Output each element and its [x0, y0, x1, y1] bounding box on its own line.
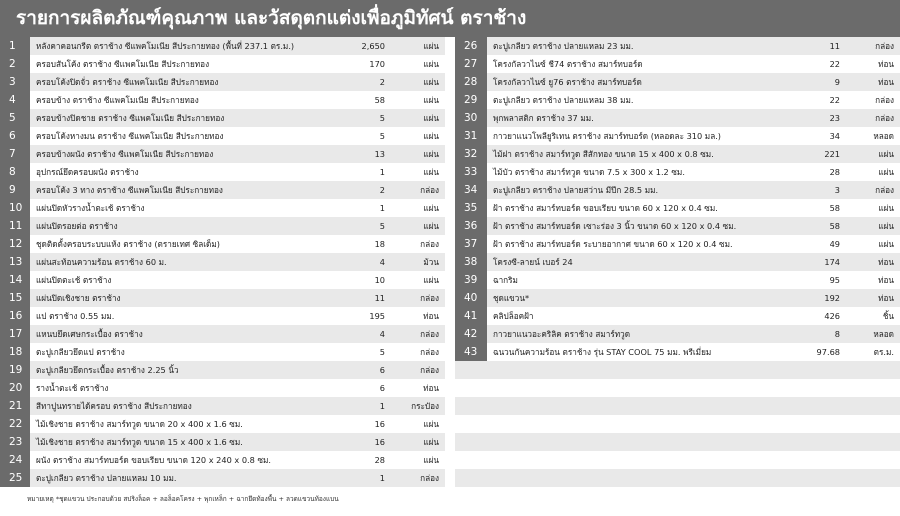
- item-name: โครงกัลวาไนซ์ ยู76 ตราช้าง สมาร์ทบอร์ด: [493, 76, 642, 87]
- item-quantity: 16: [374, 419, 385, 429]
- table-row: [0, 433, 445, 451]
- item-name: ตะปูเกลียว ตราช้าง ปลายสว่าน มีปีก 28.5 มม.: [493, 184, 659, 195]
- left-column-table: [0, 37, 445, 487]
- item-quantity: 5: [379, 347, 385, 357]
- item-quantity: 4: [379, 329, 385, 339]
- item-name: แผ่นสะท้อนความร้อน ตราช้าง 60 ม.: [36, 256, 167, 267]
- empty-row: [455, 415, 900, 433]
- item-name: ครอบโค้งหางมน ตราช้าง ซีแพคโมเนีย สีประกายทอง: [36, 130, 224, 141]
- item-number: 14: [0, 271, 30, 289]
- item-number: 28: [455, 73, 487, 91]
- table-row: [455, 289, 900, 307]
- item-quantity: 28: [374, 455, 385, 465]
- table-row: [0, 127, 445, 145]
- item-name: ฉากริม: [493, 274, 518, 285]
- item-number: 31: [455, 127, 487, 145]
- table-row: [455, 73, 900, 91]
- item-unit: ท่อน: [878, 256, 894, 267]
- table-row: [0, 397, 445, 415]
- item-name: แผ่นปิดรอยต่อ ตราช้าง: [36, 220, 118, 231]
- item-number: 12: [0, 235, 30, 253]
- item-number: 6: [0, 127, 30, 145]
- item-quantity: 6: [379, 383, 385, 393]
- item-name: ไม้ฝา ตราช้าง สมาร์ทวูด สีสักทอง ขนาด 15 x 400 x 0.8 ซม.: [493, 148, 714, 159]
- item-name: สีทาปูนทรายได้ครอบ ตราช้าง สีประกายทอง: [36, 400, 192, 411]
- item-number: 13: [0, 253, 30, 271]
- item-number: 9: [0, 181, 30, 199]
- item-quantity: 1: [379, 167, 385, 177]
- item-unit: กล่อง: [875, 40, 894, 51]
- item-quantity: 11: [374, 293, 385, 303]
- table-row: [0, 199, 445, 217]
- page-title: รายการผลิตภัณฑ์คุณภาพ และวัสดุตกแต่งเพื่อภูมิทัศน์ ตราช้าง: [16, 7, 527, 29]
- item-quantity: 23: [829, 113, 840, 123]
- item-name: หลังคาคอนกรีต ตราช้าง ซีแพคโมเนีย สีประกายทอง (พื้นที่ 237.1 ตร.ม.): [36, 40, 295, 51]
- item-name: ครอบข้าง ตราช้าง ซีแพคโมเนีย สีประกายทอง: [36, 94, 199, 105]
- table-row: [0, 469, 445, 487]
- item-number: 5: [0, 109, 30, 127]
- item-number: 40: [455, 289, 487, 307]
- item-name: ไม้เชิงชาย ตราช้าง สมาร์ทวูด ขนาด 20 x 400 x 1.6 ซม.: [36, 418, 243, 429]
- item-quantity: 1: [379, 473, 385, 483]
- item-number: 38: [455, 253, 487, 271]
- table-row: [455, 253, 900, 271]
- item-number: 1: [0, 37, 30, 55]
- item-quantity: 5: [379, 113, 385, 123]
- item-number: 36: [455, 217, 487, 235]
- item-unit: แผ่น: [423, 112, 439, 123]
- item-quantity: 192: [824, 293, 840, 303]
- item-quantity: 95: [829, 275, 840, 285]
- item-name: ครอบข้างปิดชาย ตราช้าง ซีแพคโมเนีย สีประกายทอง: [36, 112, 225, 123]
- item-number: 7: [0, 145, 30, 163]
- item-unit: ม้วน: [423, 256, 439, 267]
- table-row: [455, 91, 900, 109]
- table-row: [455, 271, 900, 289]
- item-unit: กล่อง: [875, 112, 894, 123]
- item-number: 20: [0, 379, 30, 397]
- table-row: [0, 451, 445, 469]
- item-unit: กระป๋อง: [411, 400, 439, 411]
- item-quantity: 10: [374, 275, 385, 285]
- item-name: แผ่นปิดเชิงชาย ตราช้าง: [36, 292, 121, 303]
- item-number: 25: [0, 469, 30, 487]
- table-row: [455, 199, 900, 217]
- item-name: ตะปูเกลียว ตราช้าง ปลายแหลม 10 มม.: [36, 472, 177, 483]
- table-row: [455, 127, 900, 145]
- item-number: 41: [455, 307, 487, 325]
- table-row: [0, 415, 445, 433]
- item-name: ครอบโค้งปิดจั่ว ตราช้าง ซีแพคโมเนีย สีประกายทอง: [36, 76, 219, 87]
- item-quantity: 16: [374, 437, 385, 447]
- item-name: ฝ้า ตราช้าง สมาร์ทบอร์ด ระบายอากาศ ขนาด 60 x 120 x 0.4 ซม.: [493, 238, 733, 249]
- item-unit: กล่อง: [420, 472, 439, 483]
- title-bar: [0, 0, 900, 37]
- item-unit: แผ่น: [423, 94, 439, 105]
- item-quantity: 5: [379, 131, 385, 141]
- item-quantity: 2: [379, 77, 385, 87]
- table-row: [0, 73, 445, 91]
- item-name: ฝ้า ตราช้าง สมาร์ทบอร์ด เซาะร่อง 3 นิ้ว ขนาด 60 x 120 x 0.4 ซม.: [493, 220, 737, 231]
- item-number: 33: [455, 163, 487, 181]
- item-quantity: 170: [369, 59, 385, 69]
- item-quantity: 9: [834, 77, 840, 87]
- item-name: กาวยาแนวอะคริลิค ตราช้าง สมาร์ทวูด: [493, 328, 631, 339]
- item-name: ไม้บัว ตราช้าง สมาร์ทวูด ขนาด 7.5 x 300 x 1.2 ซม.: [493, 166, 685, 177]
- table-row: [455, 163, 900, 181]
- item-unit: ตร.ม.: [873, 346, 894, 357]
- table-row: [0, 307, 445, 325]
- item-quantity: 97.68: [816, 347, 840, 357]
- item-unit: ท่อน: [878, 58, 894, 69]
- item-quantity: 18: [374, 239, 385, 249]
- item-name: ตะปูเกลียว ตราช้าง ปลายแหลม 38 มม.: [493, 94, 634, 105]
- right-column-table: [455, 37, 900, 487]
- item-number: 24: [0, 451, 30, 469]
- table-row: [455, 37, 900, 55]
- item-unit: แผ่น: [423, 148, 439, 159]
- item-quantity: 34: [829, 131, 840, 141]
- item-quantity: 28: [829, 167, 840, 177]
- item-number: 29: [455, 91, 487, 109]
- item-name: ครอบโค้ง 3 ทาง ตราช้าง ซีแพคโมเนีย สีประกายทอง: [36, 184, 223, 195]
- item-quantity: 3: [834, 185, 840, 195]
- item-number: 42: [455, 325, 487, 343]
- item-quantity: 58: [829, 203, 840, 213]
- item-name: แป ตราช้าง 0.55 มม.: [36, 310, 115, 321]
- item-name: ไม้เชิงชาย ตราช้าง สมาร์ทวูด ขนาด 15 x 400 x 1.6 ซม.: [36, 436, 243, 447]
- item-number: 23: [0, 433, 30, 451]
- item-number: 30: [455, 109, 487, 127]
- item-quantity: 22: [829, 95, 840, 105]
- item-unit: แผ่น: [423, 58, 439, 69]
- empty-row: [455, 397, 900, 415]
- item-number: 8: [0, 163, 30, 181]
- table-row: [0, 379, 445, 397]
- table-row: [0, 235, 445, 253]
- item-quantity: 426: [824, 311, 840, 321]
- item-quantity: 1: [379, 203, 385, 213]
- empty-row: [455, 379, 900, 397]
- item-number: 34: [455, 181, 487, 199]
- item-unit: กล่อง: [420, 346, 439, 357]
- item-number: 39: [455, 271, 487, 289]
- item-unit: หลอด: [873, 328, 894, 339]
- item-quantity: 174: [824, 257, 840, 267]
- table-row: [0, 361, 445, 379]
- item-number: 21: [0, 397, 30, 415]
- table-row: [455, 181, 900, 199]
- item-unit: แผ่น: [423, 40, 439, 51]
- footnote: หมายเหตุ *ชุดแขวน ประกอบด้วย สปริงล็อค + ลอล็อคโครง + พุกเหล็ก + ฉากยึดท้องพื้น + ลวดแขวนท้องแบน: [27, 495, 339, 503]
- item-name: ผนัง ตราช้าง สมาร์ทบอร์ด ขอบเรียบ ขนาด 120 x 240 x 0.8 ซม.: [36, 454, 272, 465]
- item-number: 3: [0, 73, 30, 91]
- item-unit: แผ่น: [878, 202, 894, 213]
- item-name: ชุดติดตั้งครอบระบบแห้ง ตราช้าง (ตรายเทศ ซิลเด็ม): [36, 238, 220, 249]
- item-quantity: 11: [829, 41, 840, 51]
- item-number: 10: [0, 199, 30, 217]
- item-name: ฉนวนกันความร้อน ตราช้าง รุ่น STAY COOL 75 มม. พรีเมี่ยม: [493, 346, 712, 357]
- empty-row: [455, 361, 900, 379]
- item-quantity: 2: [379, 185, 385, 195]
- item-unit: กล่อง: [420, 238, 439, 249]
- table-row: [455, 217, 900, 235]
- table-row: [0, 271, 445, 289]
- table-row: [455, 325, 900, 343]
- empty-row: [455, 433, 900, 451]
- item-name: แผ่นปิดตะเช้ ตราช้าง: [36, 274, 112, 285]
- item-quantity: 5: [379, 221, 385, 231]
- item-name: กาวยาแนวโพลียูริเทน ตราช้าง สมาร์ทบอร์ด (หลอดละ 310 มล.): [493, 130, 722, 141]
- item-name: อุปกรณ์ยึดครอบผนัง ตราช้าง: [36, 166, 139, 177]
- empty-row: [455, 451, 900, 469]
- item-number: 37: [455, 235, 487, 253]
- table-row: [455, 307, 900, 325]
- table-row: [0, 343, 445, 361]
- item-unit: กล่อง: [875, 94, 894, 105]
- item-unit: กล่อง: [420, 328, 439, 339]
- table-row: [455, 145, 900, 163]
- item-number: 17: [0, 325, 30, 343]
- item-quantity: 6: [379, 365, 385, 375]
- item-unit: ท่อน: [423, 382, 439, 393]
- table-row: [0, 55, 445, 73]
- item-unit: แผ่น: [423, 76, 439, 87]
- item-name: ครอบสันโค้ง ตราช้าง ซีแพคโมเนีย สีประกายทอง: [36, 58, 210, 69]
- item-number: 4: [0, 91, 30, 109]
- item-name: โครงกัลวาไนซ์ ชี74 ตราช้าง สมาร์ทบอร์ด: [493, 58, 643, 69]
- table-row: [0, 217, 445, 235]
- item-unit: แผ่น: [878, 220, 894, 231]
- empty-row: [455, 469, 900, 487]
- table-row: [455, 235, 900, 253]
- table-row: [0, 91, 445, 109]
- item-unit: หลอด: [873, 130, 894, 141]
- item-name: แผ่นปิดหัวรางน้ำตะเช้ ตราช้าง: [36, 202, 145, 213]
- item-number: 35: [455, 199, 487, 217]
- item-quantity: 49: [829, 239, 840, 249]
- item-unit: แผ่น: [423, 418, 439, 429]
- item-unit: ชิ้น: [882, 310, 894, 321]
- item-quantity: 1: [379, 401, 385, 411]
- item-name: ตะปูเกลียวยึดกระเบื้อง ตราช้าง 2.25 นิ้ว: [36, 364, 179, 375]
- item-unit: แผ่น: [878, 148, 894, 159]
- item-number: 18: [0, 343, 30, 361]
- item-quantity: 4: [379, 257, 385, 267]
- item-name: คลิปล็อคฝ้า: [493, 310, 534, 321]
- item-number: 2: [0, 55, 30, 73]
- item-unit: ท่อน: [878, 292, 894, 303]
- table-row: [0, 145, 445, 163]
- item-name: พุกพลาสติก ตราช้าง 37 มม.: [493, 112, 594, 123]
- item-quantity: 2,650: [361, 41, 385, 51]
- item-name: ตะปูเกลียวยึดแป ตราช้าง: [36, 346, 125, 357]
- item-number: 43: [455, 343, 487, 361]
- item-unit: แผ่น: [878, 166, 894, 177]
- item-unit: แผ่น: [423, 202, 439, 213]
- table-row: [0, 163, 445, 181]
- item-quantity: 221: [824, 149, 840, 159]
- item-unit: แผ่น: [423, 436, 439, 447]
- table-row: [0, 325, 445, 343]
- table-row: [0, 37, 445, 55]
- item-unit: แผ่น: [423, 220, 439, 231]
- item-unit: แผ่น: [423, 130, 439, 141]
- item-name: รางน้ำตะเช้ ตราช้าง: [36, 382, 109, 393]
- item-number: 26: [455, 37, 487, 55]
- table-row: [0, 289, 445, 307]
- item-quantity: 22: [829, 59, 840, 69]
- item-unit: กล่อง: [420, 364, 439, 375]
- item-quantity: 13: [374, 149, 385, 159]
- item-number: 16: [0, 307, 30, 325]
- item-number: 27: [455, 55, 487, 73]
- item-name: ชุดแขวน*: [493, 292, 530, 303]
- item-quantity: 8: [834, 329, 840, 339]
- item-unit: แผ่น: [878, 238, 894, 249]
- item-name: โครงซี-ลายน์ เบอร์ 24: [493, 256, 573, 267]
- item-unit: แผ่น: [423, 166, 439, 177]
- item-unit: ท่อน: [423, 310, 439, 321]
- item-quantity: 58: [829, 221, 840, 231]
- item-unit: กล่อง: [420, 292, 439, 303]
- table-row: [0, 253, 445, 271]
- table-row: [455, 343, 900, 361]
- item-unit: แผ่น: [423, 274, 439, 285]
- item-unit: กล่อง: [420, 184, 439, 195]
- table-row: [0, 181, 445, 199]
- table-row: [0, 109, 445, 127]
- table-row: [455, 109, 900, 127]
- item-unit: ท่อน: [878, 274, 894, 285]
- item-name: ตะปูเกลียว ตราช้าง ปลายแหลม 23 มม.: [493, 40, 634, 51]
- item-name: ฝ้า ตราช้าง สมาร์ทบอร์ด ขอบเรียบ ขนาด 60 x 120 x 0.4 ซม.: [493, 202, 718, 213]
- table-row: [455, 55, 900, 73]
- item-quantity: 58: [374, 95, 385, 105]
- item-number: 15: [0, 289, 30, 307]
- item-number: 11: [0, 217, 30, 235]
- item-unit: กล่อง: [875, 184, 894, 195]
- item-name: แหนบยึดเศษกระเบื้อง ตราช้าง: [36, 328, 143, 339]
- item-number: 22: [0, 415, 30, 433]
- item-number: 19: [0, 361, 30, 379]
- item-quantity: 195: [369, 311, 385, 321]
- item-unit: ท่อน: [878, 76, 894, 87]
- item-name: ครอบข้างผนัง ตราช้าง ซีแพคโมเนีย สีประกายทอง: [36, 148, 214, 159]
- item-unit: แผ่น: [423, 454, 439, 465]
- item-number: 32: [455, 145, 487, 163]
